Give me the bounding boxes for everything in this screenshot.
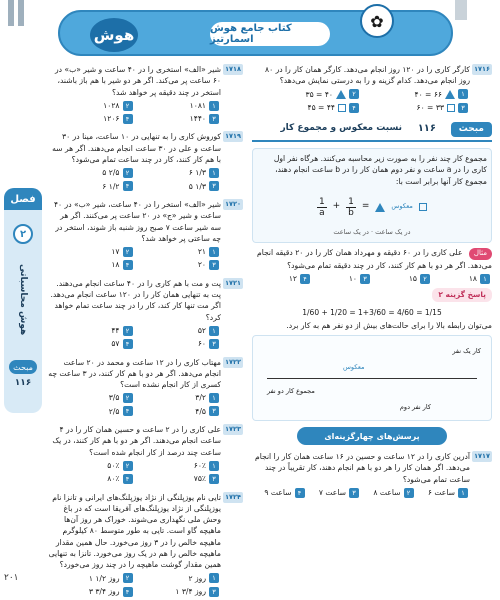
triangle-icon — [336, 90, 346, 99]
options — [48, 245, 221, 272]
question-item — [48, 424, 243, 485]
fraction-b: $\frac{1}{b}$ — [348, 196, 354, 218]
option-3[interactable]: ۳ ۷۵٪ — [135, 472, 222, 485]
book-title: کتاب جامع هوش اسمارتیز — [210, 22, 330, 46]
corner-stripe — [8, 0, 14, 26]
question-text: پت و مت با هم کاری را در ۴۰ ساعت انجام می‌دهند. پت به تنهایی همان کار را در ۱۲۰ ساعت انجام می‌دهد. اگر مت تنها کار کند، کار را در چند ساعت تمام خواهد کرد؟ — [50, 278, 221, 322]
option-1[interactable]: ۱ ۲۱ — [135, 245, 222, 258]
option-4[interactable]: ۴ ۱۲ — [252, 272, 312, 285]
question-number: ۱۷۲۰ — [223, 199, 243, 210]
option-1[interactable]: ۱ ۱۰۸۱ — [135, 99, 222, 112]
corner-stripe — [18, 0, 24, 26]
section-number: ۱۱۶ — [14, 378, 32, 388]
option-2[interactable]: ۲ ۳۵ = ۴۰ — [252, 88, 361, 101]
right-column — [252, 64, 492, 505]
question-number: ۱۷۱۹ — [223, 131, 243, 142]
option-2[interactable]: ۲ ۳/۵ — [48, 391, 135, 404]
option-3[interactable]: ۳ ۱۴۴۰ — [135, 112, 222, 125]
option-4[interactable]: ۴ ۳ ۳/۴ روز — [48, 585, 135, 598]
option-4[interactable]: ۴ ۸۰٪ — [48, 472, 135, 485]
section-badge: مبحث — [451, 122, 492, 137]
option-2[interactable]: ۲ ۵۰٪ — [48, 459, 135, 472]
question-number: ۱۷۲۲ — [223, 357, 243, 368]
triangle-icon — [375, 203, 385, 212]
options — [252, 486, 470, 499]
bookmark-icon — [455, 0, 467, 20]
left-column — [48, 64, 243, 600]
question-text: شیر «الف» استخر را در ۴۰ ساعت، شیر «ب» در ۴۰ ساعت و شیر «ج» در ۲۰ ساعت پر می‌کنند. اگر هر سه شیر ساعت ۷ صبح روز شنبه باز شوند، استخر در چه ساعتی پر خواهد شد؟ — [53, 199, 221, 243]
question-number: ۱۷۱۶ — [472, 64, 492, 75]
option-1[interactable]: ۱ ۶ ۱/۳ — [135, 166, 222, 179]
question-text: علی کاری را در ۲ ساعت و حسین همان کار را در ۴ ساعت انجام می‌دهند. اگر هر دو با هم کار کنند، در یک ساعت چند درصد از کار انجام شده است؟ — [52, 425, 221, 457]
example-options — [252, 272, 492, 285]
option-2[interactable]: ۲ ۱ ۱/۲ روز — [48, 572, 135, 585]
chapter-label: فصل — [4, 188, 42, 210]
option-1[interactable]: ۱ ۴۰ = ۶۶ — [361, 88, 470, 101]
question-number: ۱۷۱۸ — [223, 64, 243, 75]
option-2[interactable]: ۲ ۱۷ — [48, 245, 135, 258]
question-item — [48, 131, 243, 192]
divider — [267, 378, 477, 379]
option-3[interactable]: ۳ ۲۰ — [135, 258, 222, 271]
section-number: ۱۱۶ — [417, 123, 436, 135]
question-text: آدرین کاری را در ۱۲ ساعت و حسین در ۱۶ ساعت همان کار را انجام می‌دهد. اگر همان کار را هر دو با هم انجام دهند، کار تقریباً در چند ساعت تمام می‌شود؟ — [255, 452, 470, 484]
section-title: نسبت معکوس و مجموع کار — [280, 123, 402, 134]
question-number: ۱۷۱۷ — [472, 451, 492, 462]
question-text: کوروش کاری را به تنهایی در ۱۰ ساعت، مینا در ۳۰ ساعت و علی در ۳۰ ساعت انجام می‌دهند. اگر هر سه با هم کار کنند، کار در چند ساعت تمام می‌شود؟ — [52, 132, 221, 165]
options — [48, 391, 221, 418]
options — [48, 324, 221, 351]
option-3[interactable]: ۳ ۱۰ — [312, 272, 372, 285]
diagram-box: کار یک نفر معکوس مجموع کار دو نفر کار نفر دوم — [252, 335, 492, 421]
option-2[interactable]: ۲ ۸ ساعت — [361, 486, 416, 499]
question-number: ۱۷۲۳ — [223, 424, 243, 435]
option-3[interactable]: ۳ ۱ ۳/۴ روز — [135, 585, 222, 598]
option-4[interactable]: ۴ ۱۲۰۶ — [48, 112, 135, 125]
square-icon — [338, 104, 346, 112]
section-header — [252, 120, 492, 142]
option-2[interactable]: ۲ ۵ ۲/۵ — [48, 166, 135, 179]
question-item — [48, 199, 243, 272]
options — [48, 99, 221, 126]
question-item — [48, 278, 243, 351]
question-text: کارگر کاری را در ۱۲۰ روز انجام می‌دهد. کارگر همان کار را در ۸۰ روز انجام می‌دهد. کدام گزینه و را به درستی نمایش می‌دهد؟ — [264, 65, 470, 86]
question-item — [48, 64, 243, 125]
option-4[interactable]: ۴ ۴۵ = ۴۴ — [252, 101, 361, 114]
option-1[interactable]: ۱ ۱۸ — [432, 272, 492, 285]
sum-formula: $\frac{1}{a}$ + $\frac{1}{b}$ = معکوس — [257, 190, 487, 224]
option-3[interactable]: ۳ ۶۰ = ۳۳ — [361, 101, 470, 114]
option-1[interactable]: ۱ ۵۲ — [135, 324, 222, 337]
chapter-side-tab — [4, 188, 42, 413]
intro-text: مجموع کار چند نفر را به صورت زیر محاسبه می‌کنند. هرگاه نفر اول کاری را در a ساعت و نفر دوم همان کار را در b ساعت انجام دهند، مجموع کار آنها برابر است با: — [273, 154, 487, 186]
options — [48, 459, 221, 486]
option-1[interactable]: ۱ ۶ ساعت — [416, 486, 471, 499]
option-4[interactable]: ۴ ۱۸ — [48, 258, 135, 271]
question-item — [48, 357, 243, 418]
question-1717 — [252, 451, 492, 499]
fraction-a: $\frac{1}{a}$ — [318, 196, 325, 218]
option-1[interactable]: ۱ ۳/۲ — [135, 391, 222, 404]
option-3[interactable]: ۳ ۴/۵ — [135, 405, 222, 418]
option-1[interactable]: ۱ ۶۰٪ — [135, 459, 222, 472]
chapter-number: ۲ — [13, 224, 33, 244]
question-number: ۱۷۲۴ — [223, 492, 243, 503]
square-icon — [447, 104, 455, 112]
square-icon — [419, 203, 427, 211]
question-item — [48, 492, 243, 599]
option-1[interactable]: ۱ ۲ روز — [135, 572, 222, 585]
brain-mascot-icon: ✿ — [360, 4, 394, 38]
section-ribbon: پرسش‌های چهارگزینه‌ای — [297, 427, 447, 445]
example-badge: مثال — [469, 248, 492, 259]
option-3[interactable]: ۳ ۶۰ — [135, 337, 222, 350]
option-4[interactable]: ۴ ۵۷ — [48, 337, 135, 350]
options — [48, 572, 221, 599]
option-2[interactable]: ۲ ۱۵ — [372, 272, 432, 285]
section-label: مبحث — [9, 360, 37, 374]
calculation-line: 1/60 + 1/20 = 1+3/60 = 4/60 = 1/15 — [302, 307, 442, 317]
option-2[interactable]: ۲ ۱۰۲۸ — [48, 99, 135, 112]
question-text: تایی نام یوزپلنگی از نژاد یوزپلنگ‌های ایرانی و تانزا نام یوزپلنگی از نژاد یوزپلنگ‌های آفریقا است که در باغ وحش ملی نگهداری می‌شوند. خوراک هر روز آن‌ها ماهیچه گاو است. تایی به طور متوسط ۸۰ کیلوگرم ماهیچه خالص را در ۳ روز می‌خورد. حال همین مقدار ماهیچه خالص را هم در یک روز می‌خورد. تانزا به تنهایی همین مقدار گوشت ماهیچه را در چند روز می‌خورد؟ — [48, 492, 221, 570]
chapter-name: هوش محاسباتی — [18, 263, 28, 336]
question-number: ۱۷۲۱ — [223, 278, 243, 289]
option-4[interactable]: ۴ ۲/۵ — [48, 405, 135, 418]
note-text: می‌توان رابطه بالا را برای حالت‌های بیش از دو نفر هم به کار برد. — [286, 320, 492, 330]
example-text: علی کاری را در ۶۰ دقیقه و مهرداد همان کار را در ۲۰ دقیقه انجام می‌دهد. اگر هر دو با هم کار کنند، کار در چند دقیقه تمام می‌شود؟ — [257, 248, 492, 270]
question-1716 — [252, 64, 492, 114]
option-3[interactable]: ۳ ۵ ۱/۳ — [135, 180, 222, 193]
options — [48, 166, 221, 193]
intro-box: مجموع کار چند نفر را به صورت زیر محاسبه می‌کنند. هرگاه نفر اول کاری را در a ساعت و نفر دوم همان کار را در b ساعت انجام دهند، مجموع کار آنها برابر است با: $\frac{1}{a}$ + $\frac{1}{b}$ = معکوس در یک ساعت · در یک ساعت — [252, 148, 492, 243]
option-2[interactable]: ۲ ۴۴ — [48, 324, 135, 337]
option-3[interactable]: ۳ ۷ ساعت — [307, 486, 362, 499]
question-text: مهتاب کاری را در ۱۲ ساعت و محمد در ۲۰ ساعت انجام می‌دهد. اگر هر دو با هم کار کنند، در ۳ ساعت چه کسری از کار انجام نشده است؟ — [48, 357, 221, 390]
option-4[interactable]: ۴ ۹ ساعت — [252, 486, 307, 499]
options — [252, 88, 470, 115]
triangle-icon — [445, 90, 455, 99]
page-number: ۲۰۱ — [4, 573, 19, 583]
brand-logo: هوش — [90, 18, 138, 52]
example-block — [252, 247, 492, 331]
header-banner — [58, 10, 453, 56]
option-4[interactable]: ۴ ۶ ۱/۲ — [48, 180, 135, 193]
answer-label: پاسخ گزینه ۲ — [432, 288, 492, 301]
question-text: شیر «الف» استخری را در ۴۰ ساعت و شیر «ب» در ۶۰ ساعت پر می‌کند. اگر هر دو شیر با هم باز باشند، استخر در چند دقیقه پر خواهد شد؟ — [54, 65, 221, 97]
